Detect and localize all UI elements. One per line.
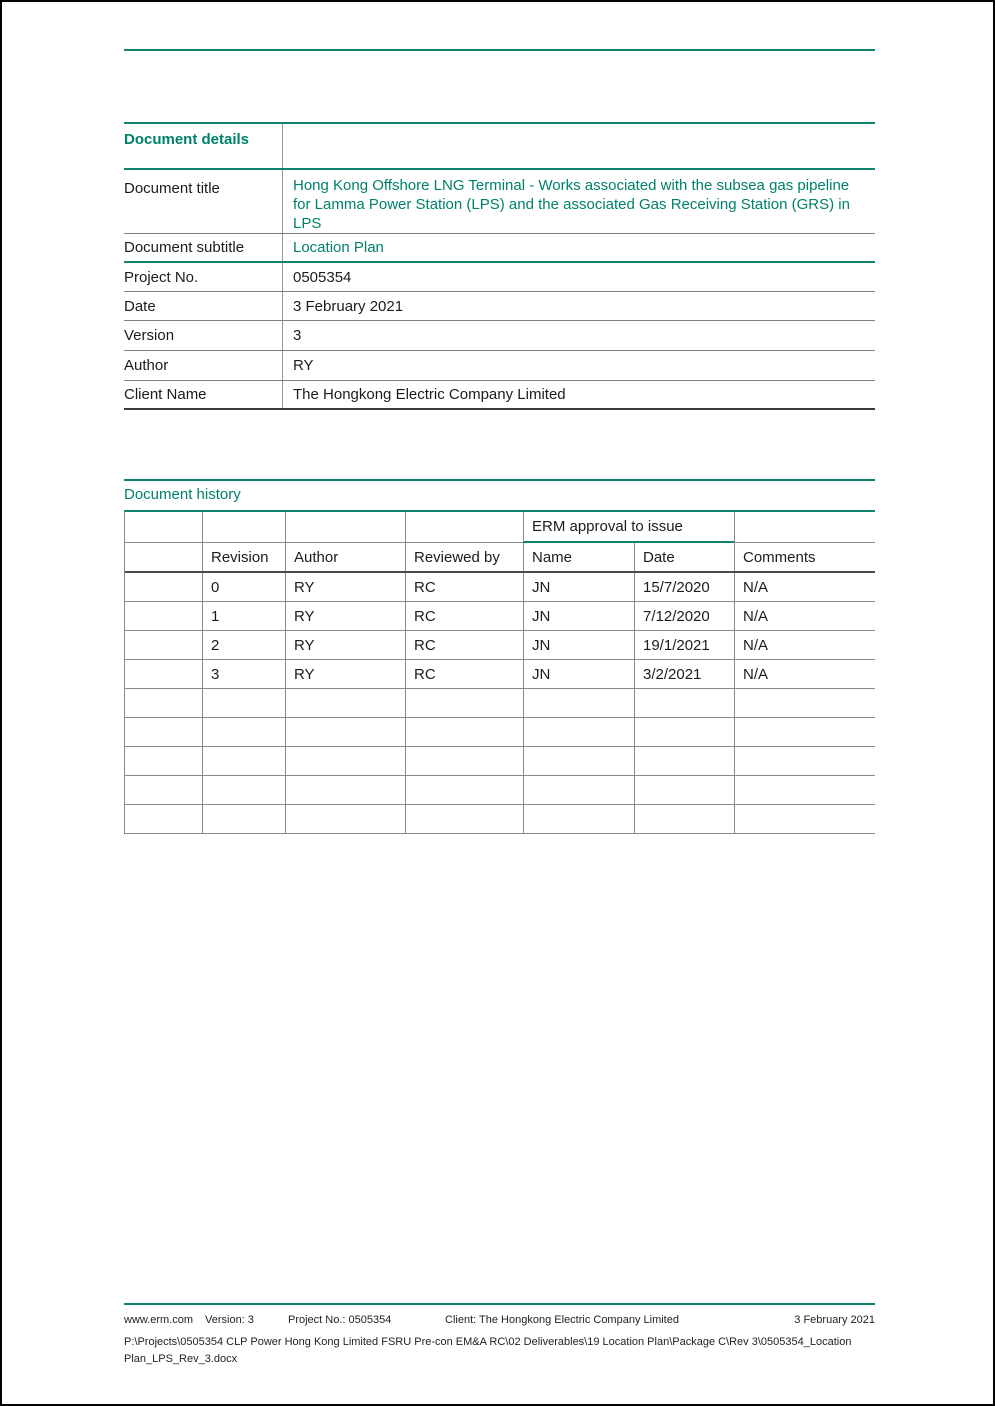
history-col-header: Date xyxy=(634,543,734,571)
history-empty-row xyxy=(125,718,875,747)
history-cell: JN xyxy=(523,631,634,659)
history-cell: 7/12/2020 xyxy=(634,602,734,630)
top-rule xyxy=(124,49,875,51)
detail-row xyxy=(124,292,875,321)
history-cell xyxy=(125,660,202,688)
history-cell xyxy=(125,631,202,659)
detail-value: 0505354 xyxy=(293,268,352,286)
approval-header-cell: ERM approval to issue xyxy=(523,512,734,543)
history-cell: RY xyxy=(285,573,405,601)
history-row xyxy=(125,631,875,660)
history-cell: RC xyxy=(405,631,523,659)
history-cell: N/A xyxy=(734,660,875,688)
document-details-table xyxy=(124,122,875,410)
footer-client: Client: The Hongkong Electric Company Limited xyxy=(445,1314,679,1326)
detail-label: Date xyxy=(124,292,283,320)
footer-meta-line xyxy=(124,1314,875,1327)
history-cell xyxy=(285,512,405,543)
detail-value: 3 February 2021 xyxy=(293,297,404,315)
detail-value: RY xyxy=(293,357,314,374)
detail-label: Version xyxy=(124,321,283,350)
footer-project-no: Project No.: 0505354 xyxy=(288,1314,392,1326)
detail-label: Author xyxy=(124,351,283,380)
footer-date: 3 February 2021 xyxy=(794,1314,875,1326)
history-row xyxy=(125,660,875,689)
footer-version: Version: 3 xyxy=(205,1314,254,1326)
document-history-section xyxy=(124,479,875,834)
history-col-header: Author xyxy=(285,543,405,571)
history-empty-row xyxy=(125,689,875,718)
detail-row xyxy=(124,234,875,263)
detail-row xyxy=(124,351,875,381)
footer-rule xyxy=(124,1303,875,1305)
details-header-row xyxy=(124,124,875,170)
history-heading: Document history xyxy=(124,486,241,503)
history-top-rule xyxy=(124,479,875,481)
history-cell: RY xyxy=(285,602,405,630)
detail-value: 3 xyxy=(293,327,302,344)
details-heading-spacer xyxy=(283,124,875,168)
history-cell: N/A xyxy=(734,573,875,601)
history-cell: RC xyxy=(405,573,523,601)
details-heading: Document details xyxy=(124,124,283,168)
history-cell xyxy=(734,512,875,543)
history-cell xyxy=(125,512,202,543)
footer-website: www.erm.com xyxy=(124,1314,194,1326)
history-col-header: Name xyxy=(523,543,634,571)
history-row xyxy=(125,602,875,631)
detail-value: Location Plan xyxy=(293,239,384,256)
history-cell: 1 xyxy=(202,602,285,630)
document-history-table xyxy=(124,510,875,834)
history-cell: N/A xyxy=(734,631,875,659)
page-footer xyxy=(124,1303,875,1368)
history-cell xyxy=(125,573,202,601)
history-cell: JN xyxy=(523,602,634,630)
history-cell: RY xyxy=(285,660,405,688)
history-col-header: Reviewed by xyxy=(405,543,523,571)
history-empty-row xyxy=(125,776,875,805)
history-cell: 3/2/2021 xyxy=(634,660,734,688)
history-cell: RY xyxy=(285,631,405,659)
history-cell xyxy=(125,602,202,630)
history-cell: JN xyxy=(523,573,634,601)
detail-row xyxy=(124,381,875,410)
detail-label: Project No. xyxy=(124,263,283,291)
history-cell: 2 xyxy=(202,631,285,659)
history-cell xyxy=(202,512,285,543)
history-cell: 15/7/2020 xyxy=(634,573,734,601)
history-cell: N/A xyxy=(734,602,875,630)
detail-row xyxy=(124,170,875,234)
footer-file-path: P:\Projects\0505354 CLP Power Hong Kong Limited FSRU Pre-con EM&A RC\02 Deliverables\19 Location Plan\Package C\Rev 3\0505354_Location Plan_LPS_Rev_3.docx xyxy=(124,1336,852,1365)
detail-value: The Hongkong Electric Company Limited xyxy=(293,386,566,403)
history-column-header-row xyxy=(125,543,875,573)
history-cell xyxy=(405,512,523,543)
history-cell: 0 xyxy=(202,573,285,601)
detail-label: Document title xyxy=(124,170,283,233)
history-empty-row xyxy=(125,805,875,834)
history-row xyxy=(125,573,875,602)
history-cell: RC xyxy=(405,660,523,688)
history-col-header: Comments xyxy=(734,543,875,571)
history-approval-row xyxy=(125,512,875,543)
history-empty-row xyxy=(125,747,875,776)
detail-row xyxy=(124,263,875,292)
detail-row xyxy=(124,321,875,351)
history-cell: JN xyxy=(523,660,634,688)
detail-value: Hong Kong Offshore LNG Terminal - Works associated with the subsea gas pipeline for Lamma Power Station (LPS) and the associated Gas Receiving Station (GRS) in LPS xyxy=(293,177,850,232)
history-cell xyxy=(125,543,202,571)
history-cell: 19/1/2021 xyxy=(634,631,734,659)
history-col-header: Revision xyxy=(202,543,285,571)
history-cell: RC xyxy=(405,602,523,630)
history-cell: 3 xyxy=(202,660,285,688)
detail-label: Client Name xyxy=(124,381,283,408)
detail-label: Document subtitle xyxy=(124,234,283,261)
